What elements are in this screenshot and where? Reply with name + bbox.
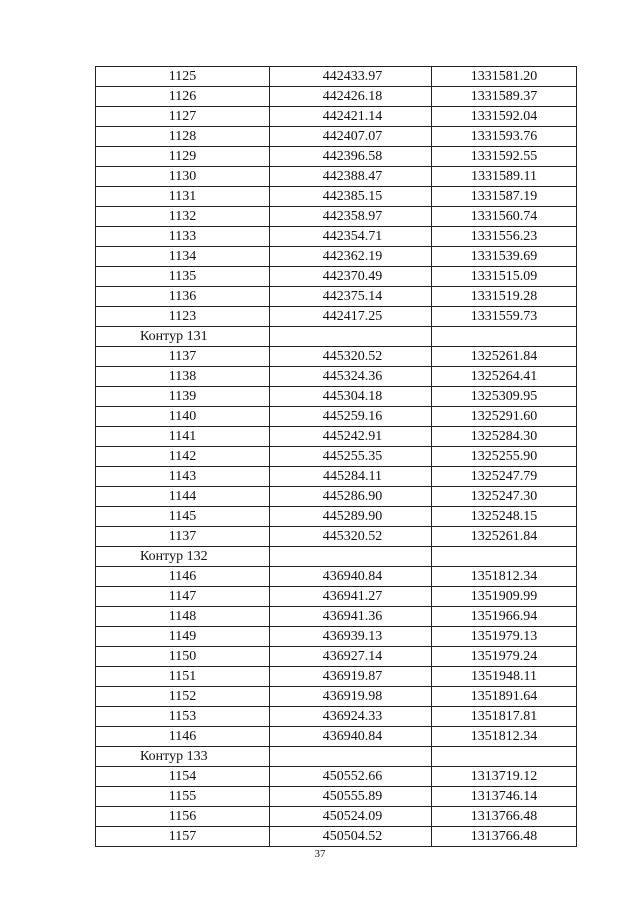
x-coordinate-cell: 450524.09 <box>270 807 432 827</box>
table-row <box>96 567 577 587</box>
x-coordinate-cell: 442358.97 <box>270 207 432 227</box>
table-row <box>96 287 577 307</box>
y-coordinate-cell: 1351812.34 <box>432 727 577 747</box>
table-row <box>96 827 577 847</box>
point-number-cell: 1125 <box>96 67 270 87</box>
table-row <box>96 587 577 607</box>
table-row <box>96 87 577 107</box>
empty-cell <box>270 547 432 567</box>
empty-cell <box>270 327 432 347</box>
y-coordinate-cell: 1331593.76 <box>432 127 577 147</box>
point-number-cell: 1157 <box>96 827 270 847</box>
y-coordinate-cell: 1325247.79 <box>432 467 577 487</box>
table-row <box>96 127 577 147</box>
y-coordinate-cell: 1325261.84 <box>432 347 577 367</box>
x-coordinate-cell: 445320.52 <box>270 527 432 547</box>
table-row <box>96 187 577 207</box>
x-coordinate-cell: 445284.11 <box>270 467 432 487</box>
x-coordinate-cell: 436919.87 <box>270 667 432 687</box>
contour-header-row <box>96 327 577 347</box>
x-coordinate-cell: 442433.97 <box>270 67 432 87</box>
point-number-cell: 1134 <box>96 247 270 267</box>
y-coordinate-cell: 1351979.24 <box>432 647 577 667</box>
coordinates-table <box>95 66 577 847</box>
y-coordinate-cell: 1331556.23 <box>432 227 577 247</box>
y-coordinate-cell: 1325248.15 <box>432 507 577 527</box>
x-coordinate-cell: 442426.18 <box>270 87 432 107</box>
table-row <box>96 667 577 687</box>
table-row <box>96 167 577 187</box>
x-coordinate-cell: 445320.52 <box>270 347 432 367</box>
table-row <box>96 67 577 87</box>
point-number-cell: 1147 <box>96 587 270 607</box>
contour-header-row <box>96 547 577 567</box>
empty-cell <box>432 747 577 767</box>
y-coordinate-cell: 1331592.04 <box>432 107 577 127</box>
table-row <box>96 787 577 807</box>
table-row <box>96 507 577 527</box>
y-coordinate-cell: 1351966.94 <box>432 607 577 627</box>
point-number-cell: 1138 <box>96 367 270 387</box>
x-coordinate-cell: 450552.66 <box>270 767 432 787</box>
table-row <box>96 307 577 327</box>
x-coordinate-cell: 436940.84 <box>270 727 432 747</box>
table-row <box>96 407 577 427</box>
table-row <box>96 687 577 707</box>
point-number-cell: 1141 <box>96 427 270 447</box>
y-coordinate-cell: 1313766.48 <box>432 827 577 847</box>
table-row <box>96 147 577 167</box>
table-row <box>96 727 577 747</box>
x-coordinate-cell: 436941.36 <box>270 607 432 627</box>
y-coordinate-cell: 1331560.74 <box>432 207 577 227</box>
point-number-cell: 1129 <box>96 147 270 167</box>
x-coordinate-cell: 436941.27 <box>270 587 432 607</box>
point-number-cell: 1156 <box>96 807 270 827</box>
y-coordinate-cell: 1325255.90 <box>432 447 577 467</box>
point-number-cell: 1123 <box>96 307 270 327</box>
point-number-cell: 1146 <box>96 567 270 587</box>
page-number: 37 <box>314 848 326 860</box>
y-coordinate-cell: 1331559.73 <box>432 307 577 327</box>
y-coordinate-cell: 1351979.13 <box>432 627 577 647</box>
table-row <box>96 807 577 827</box>
point-number-cell: 1132 <box>96 207 270 227</box>
table-row <box>96 607 577 627</box>
y-coordinate-cell: 1325264.41 <box>432 367 577 387</box>
empty-cell <box>270 747 432 767</box>
point-number-cell: 1152 <box>96 687 270 707</box>
table-row <box>96 247 577 267</box>
x-coordinate-cell: 436940.84 <box>270 567 432 587</box>
x-coordinate-cell: 442417.25 <box>270 307 432 327</box>
y-coordinate-cell: 1325291.60 <box>432 407 577 427</box>
contour-label: Контур 132 <box>96 547 270 567</box>
point-number-cell: 1131 <box>96 187 270 207</box>
y-coordinate-cell: 1325284.30 <box>432 427 577 447</box>
y-coordinate-cell: 1325309.95 <box>432 387 577 407</box>
table-row <box>96 767 577 787</box>
point-number-cell: 1126 <box>96 87 270 107</box>
x-coordinate-cell: 450555.89 <box>270 787 432 807</box>
empty-cell <box>432 327 577 347</box>
point-number-cell: 1153 <box>96 707 270 727</box>
x-coordinate-cell: 445289.90 <box>270 507 432 527</box>
x-coordinate-cell: 442385.15 <box>270 187 432 207</box>
table-row <box>96 467 577 487</box>
y-coordinate-cell: 1313766.48 <box>432 807 577 827</box>
table-row <box>96 367 577 387</box>
table-row <box>96 107 577 127</box>
point-number-cell: 1146 <box>96 727 270 747</box>
point-number-cell: 1139 <box>96 387 270 407</box>
contour-header-row <box>96 747 577 767</box>
table-row <box>96 447 577 467</box>
table-row <box>96 267 577 287</box>
x-coordinate-cell: 445259.16 <box>270 407 432 427</box>
contour-label: Контур 133 <box>96 747 270 767</box>
y-coordinate-cell: 1351909.99 <box>432 587 577 607</box>
y-coordinate-cell: 1331589.11 <box>432 167 577 187</box>
point-number-cell: 1135 <box>96 267 270 287</box>
table-row <box>96 707 577 727</box>
y-coordinate-cell: 1331592.55 <box>432 147 577 167</box>
table-row <box>96 207 577 227</box>
x-coordinate-cell: 442354.71 <box>270 227 432 247</box>
x-coordinate-cell: 442362.19 <box>270 247 432 267</box>
x-coordinate-cell: 436924.33 <box>270 707 432 727</box>
y-coordinate-cell: 1331581.20 <box>432 67 577 87</box>
x-coordinate-cell: 442407.07 <box>270 127 432 147</box>
y-coordinate-cell: 1331539.69 <box>432 247 577 267</box>
x-coordinate-cell: 436919.98 <box>270 687 432 707</box>
table-row <box>96 347 577 367</box>
point-number-cell: 1133 <box>96 227 270 247</box>
point-number-cell: 1151 <box>96 667 270 687</box>
point-number-cell: 1130 <box>96 167 270 187</box>
point-number-cell: 1155 <box>96 787 270 807</box>
table-row <box>96 227 577 247</box>
x-coordinate-cell: 442375.14 <box>270 287 432 307</box>
coordinates-table-body <box>96 67 577 847</box>
point-number-cell: 1154 <box>96 767 270 787</box>
point-number-cell: 1127 <box>96 107 270 127</box>
y-coordinate-cell: 1331515.09 <box>432 267 577 287</box>
x-coordinate-cell: 436927.14 <box>270 647 432 667</box>
x-coordinate-cell: 445286.90 <box>270 487 432 507</box>
point-number-cell: 1140 <box>96 407 270 427</box>
y-coordinate-cell: 1331589.37 <box>432 87 577 107</box>
point-number-cell: 1137 <box>96 527 270 547</box>
x-coordinate-cell: 445304.18 <box>270 387 432 407</box>
y-coordinate-cell: 1331519.28 <box>432 287 577 307</box>
table-row <box>96 647 577 667</box>
y-coordinate-cell: 1351817.81 <box>432 707 577 727</box>
x-coordinate-cell: 442421.14 <box>270 107 432 127</box>
point-number-cell: 1144 <box>96 487 270 507</box>
point-number-cell: 1137 <box>96 347 270 367</box>
x-coordinate-cell: 442388.47 <box>270 167 432 187</box>
y-coordinate-cell: 1351948.11 <box>432 667 577 687</box>
y-coordinate-cell: 1313719.12 <box>432 767 577 787</box>
point-number-cell: 1149 <box>96 627 270 647</box>
table-row <box>96 387 577 407</box>
y-coordinate-cell: 1331587.19 <box>432 187 577 207</box>
y-coordinate-cell: 1313746.14 <box>432 787 577 807</box>
y-coordinate-cell: 1351812.34 <box>432 567 577 587</box>
x-coordinate-cell: 450504.52 <box>270 827 432 847</box>
table-row <box>96 527 577 547</box>
y-coordinate-cell: 1325261.84 <box>432 527 577 547</box>
point-number-cell: 1148 <box>96 607 270 627</box>
x-coordinate-cell: 445255.35 <box>270 447 432 467</box>
x-coordinate-cell: 445324.36 <box>270 367 432 387</box>
x-coordinate-cell: 442396.58 <box>270 147 432 167</box>
y-coordinate-cell: 1351891.64 <box>432 687 577 707</box>
point-number-cell: 1143 <box>96 467 270 487</box>
table-row <box>96 487 577 507</box>
x-coordinate-cell: 442370.49 <box>270 267 432 287</box>
point-number-cell: 1136 <box>96 287 270 307</box>
point-number-cell: 1145 <box>96 507 270 527</box>
point-number-cell: 1128 <box>96 127 270 147</box>
point-number-cell: 1150 <box>96 647 270 667</box>
x-coordinate-cell: 445242.91 <box>270 427 432 447</box>
x-coordinate-cell: 436939.13 <box>270 627 432 647</box>
empty-cell <box>432 547 577 567</box>
table-row <box>96 427 577 447</box>
y-coordinate-cell: 1325247.30 <box>432 487 577 507</box>
point-number-cell: 1142 <box>96 447 270 467</box>
contour-label: Контур 131 <box>96 327 270 347</box>
table-row <box>96 627 577 647</box>
